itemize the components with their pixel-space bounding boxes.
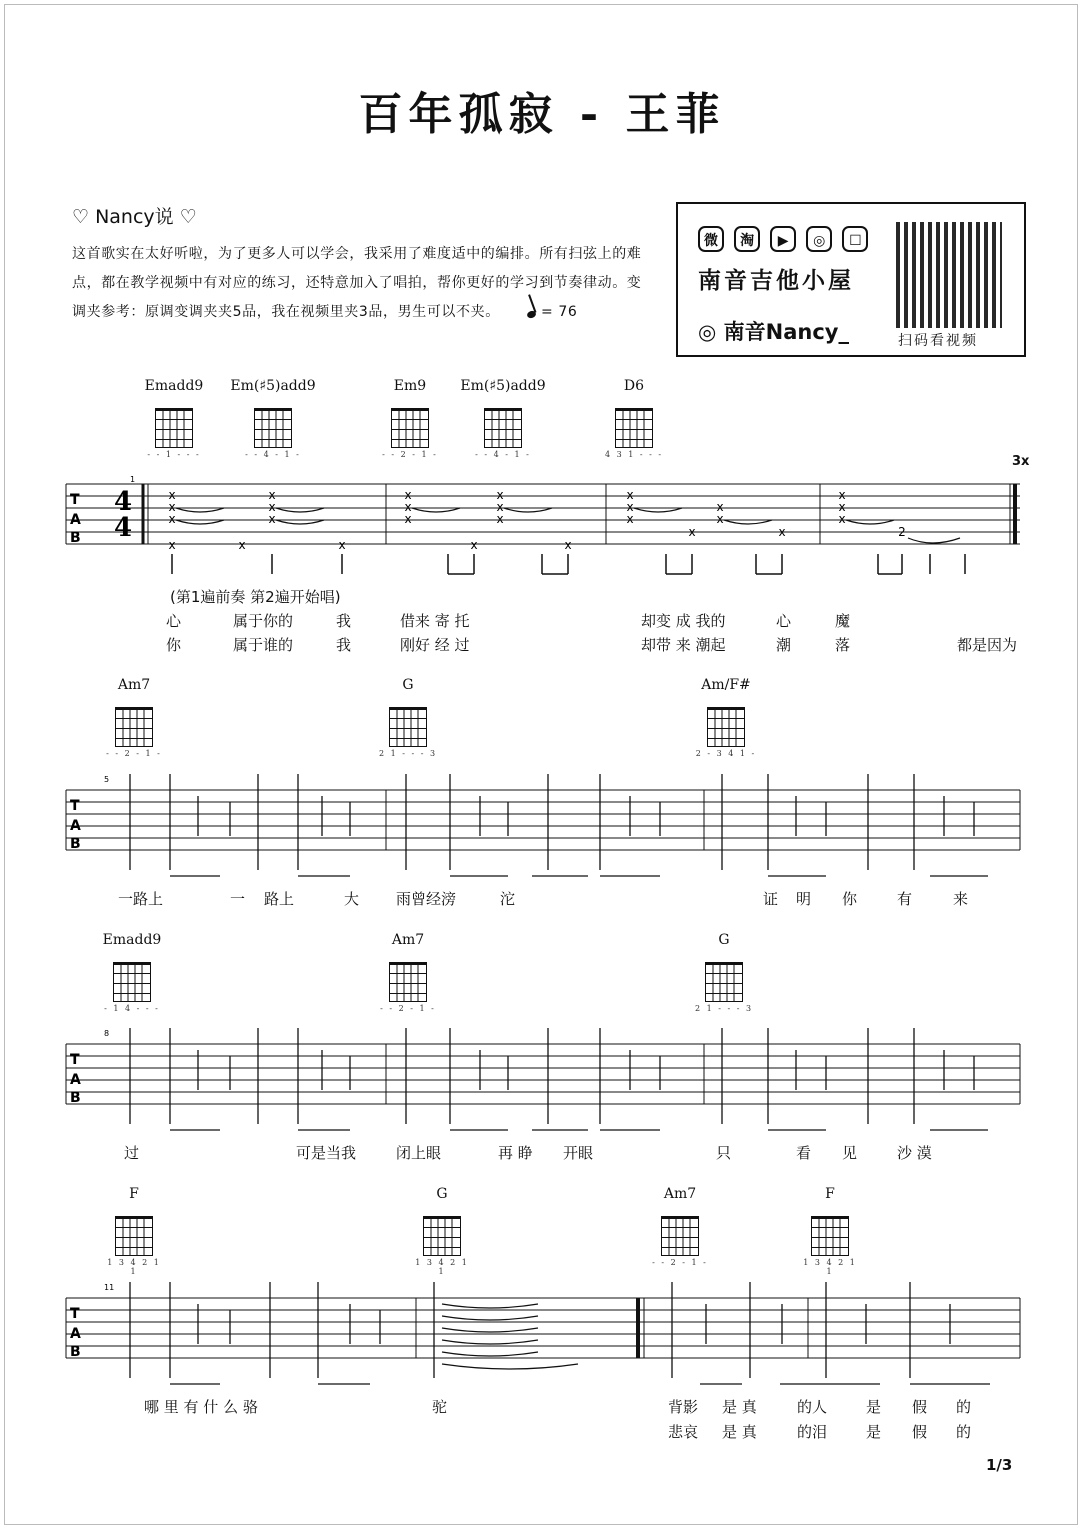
- chord-diagram: G 2 1 - - - 3: [694, 932, 754, 1013]
- lyric: 哪 里 有 什 么 骆: [144, 1398, 258, 1416]
- chord-diagram: Am7 - - 2 - 1 -: [106, 677, 162, 758]
- lyric: 的人: [797, 1398, 828, 1416]
- page-number: 1/3: [986, 1456, 1013, 1474]
- lyric: 悲哀: [668, 1423, 699, 1441]
- svg-text:x: x: [404, 512, 412, 526]
- svg-text:5: 5: [104, 775, 110, 784]
- chord-diagram: Am7 - - 2 - 1 -: [652, 1186, 708, 1267]
- lyric: 是: [866, 1423, 882, 1441]
- svg-text:x: x: [838, 488, 846, 502]
- chord-diagram: G 2 1 - - - 3: [378, 677, 438, 758]
- svg-text:x: x: [496, 488, 504, 502]
- svg-text:B: B: [70, 1090, 81, 1106]
- quarter-note-icon: [526, 310, 537, 320]
- svg-text:A: A: [70, 512, 81, 528]
- lyric: 我: [336, 612, 352, 630]
- svg-text:x: x: [838, 512, 846, 526]
- lyric: 闭上眼: [396, 1144, 442, 1162]
- weibo-handle[interactable]: [698, 316, 849, 346]
- lyric: 落: [835, 636, 851, 654]
- lyric: 沱: [500, 890, 516, 908]
- lyric: 心: [166, 612, 182, 630]
- tempo-marking: [527, 298, 577, 327]
- lyric: 过: [124, 1144, 140, 1162]
- svg-text:4: 4: [114, 487, 133, 517]
- lyric: 假: [912, 1398, 928, 1416]
- svg-text:x: x: [338, 538, 346, 552]
- lyric: 再 睁: [498, 1144, 533, 1162]
- lyric: 的: [956, 1398, 972, 1416]
- lyric: 却变 成 我的: [641, 612, 726, 630]
- tab-staff: [60, 1024, 1030, 1134]
- lyric: 雨曾经滂: [396, 890, 457, 908]
- repeat-count: 3x: [1012, 454, 1030, 469]
- taobao-icon[interactable]: 淘: [734, 226, 760, 252]
- svg-text:T: T: [70, 492, 80, 508]
- svg-text:A: A: [70, 1326, 81, 1342]
- svg-text:2: 2: [898, 525, 906, 539]
- lyric: 见: [842, 1144, 858, 1162]
- lyric: 可是当我: [296, 1144, 357, 1162]
- lyric: 是 真: [722, 1423, 757, 1441]
- lyric: 你: [842, 890, 858, 908]
- svg-text:T: T: [70, 1306, 80, 1322]
- lyric: 一: [230, 890, 246, 908]
- intro-paragraph: [72, 240, 647, 327]
- svg-text:x: x: [838, 500, 846, 514]
- svg-text:x: x: [716, 500, 724, 514]
- lyric: 开眼: [563, 1144, 594, 1162]
- lyric: 有: [897, 890, 913, 908]
- tab-staff: [60, 1278, 1030, 1388]
- lyric: 假: [912, 1423, 928, 1441]
- lyric: 背影: [668, 1398, 699, 1416]
- brand-box: [676, 202, 1026, 357]
- svg-text:4: 4: [114, 513, 133, 543]
- chord-diagram: D6 4 3 1 - - -: [604, 378, 664, 459]
- svg-text:T: T: [70, 798, 80, 814]
- lyric: 刚好 经 过: [400, 636, 470, 654]
- lyric: 潮: [776, 636, 792, 654]
- svg-text:x: x: [716, 512, 724, 526]
- lyric: 魔: [835, 612, 851, 630]
- svg-text:x: x: [626, 488, 634, 502]
- svg-text:T: T: [70, 1052, 80, 1068]
- lyric: 心: [776, 612, 792, 630]
- svg-text:B: B: [70, 836, 81, 852]
- chord-diagram: Am/F# 2 - 3 4 1 -: [695, 677, 757, 758]
- lyric: 一路上: [118, 890, 164, 908]
- svg-text:x: x: [496, 500, 504, 514]
- chord-diagram: Emadd9 - - 1 - - -: [144, 378, 204, 459]
- lyric-annotation: (第1遍前奏 第2遍开始唱): [170, 588, 341, 606]
- svg-text:B: B: [70, 530, 81, 546]
- play-icon[interactable]: ▶: [770, 226, 796, 252]
- chord-diagram: F 1 3 4 2 1 1: [803, 1186, 857, 1276]
- svg-text:A: A: [70, 818, 81, 834]
- lyric: 却带 来 潮起: [641, 636, 726, 654]
- svg-text:x: x: [168, 512, 176, 526]
- svg-text:x: x: [168, 500, 176, 514]
- lyric: 来: [953, 890, 969, 908]
- chord-diagram: Em9 - - 2 - 1 -: [382, 378, 438, 459]
- svg-text:x: x: [778, 525, 786, 539]
- social-icons: [698, 226, 873, 252]
- svg-text:x: x: [404, 488, 412, 502]
- weibo-icon: ◎: [698, 320, 717, 344]
- svg-text:B: B: [70, 1344, 81, 1360]
- lyric: 证: [763, 890, 779, 908]
- svg-text:11: 11: [104, 1283, 115, 1292]
- lyric: 看: [796, 1144, 812, 1162]
- svg-text:x: x: [238, 538, 246, 552]
- qr-label: 扫码看视频: [898, 333, 978, 349]
- svg-text:1: 1: [130, 475, 136, 484]
- lyric: 驼: [432, 1398, 448, 1416]
- chord-diagram: Emadd9 - 1 4 - - -: [102, 932, 162, 1013]
- svg-text:x: x: [626, 512, 634, 526]
- lyric: 大: [344, 890, 360, 908]
- chord-diagram: F 1 3 4 2 1 1: [107, 1186, 161, 1276]
- lyric: 你: [166, 636, 182, 654]
- lyric: 路上: [264, 890, 295, 908]
- lyric: 明: [796, 890, 812, 908]
- lyric: 沙 漠: [897, 1144, 932, 1162]
- lyric: 我: [336, 636, 352, 654]
- svg-text:x: x: [470, 538, 478, 552]
- qr-code[interactable]: [896, 222, 1002, 328]
- intro-heading: ♡ Nancy说 ♡: [72, 206, 197, 228]
- tab-staff: [60, 770, 1030, 880]
- chord-diagram: Am7 - - 2 - 1 -: [380, 932, 436, 1013]
- song-title: 百年孤寂 - 王菲: [358, 89, 726, 140]
- tab-staff: [60, 470, 1030, 580]
- lyric: 的泪: [797, 1423, 828, 1441]
- svg-text:x: x: [496, 512, 504, 526]
- chord-diagram: Em(♯5)add9 - - 4 - 1 -: [460, 378, 546, 459]
- svg-text:8: 8: [104, 1029, 110, 1038]
- weibo-text: 南音Nancy_: [723, 320, 849, 344]
- tempo-value: = 76: [540, 304, 578, 320]
- lyric: 的: [956, 1423, 972, 1441]
- lyric: 属于谁的: [233, 636, 294, 654]
- netease-icon[interactable]: ◎: [806, 226, 832, 252]
- svg-text:x: x: [688, 525, 696, 539]
- svg-text:x: x: [626, 500, 634, 514]
- lyric: 都是因为: [957, 636, 1018, 654]
- wechat-icon[interactable]: 微: [698, 226, 724, 252]
- chord-diagram: Em(♯5)add9 - - 4 - 1 -: [230, 378, 316, 459]
- svg-text:x: x: [268, 500, 276, 514]
- svg-text:A: A: [70, 1072, 81, 1088]
- svg-text:x: x: [564, 538, 572, 552]
- lyric: 是 真: [722, 1398, 757, 1416]
- chord-diagram: G 1 3 4 2 1 1: [415, 1186, 469, 1276]
- svg-text:x: x: [168, 538, 176, 552]
- svg-text:x: x: [168, 488, 176, 502]
- intro-text: 这首歌实在太好听啦，为了更多人可以学会，我采用了难度适中的编排。所有扫弦上的难点，都在教学视频中有对应的练习，还特意加入了唱拍，帮你更好的学习到节奏律动。变调夹参考：原调变调夹夹5品，我在视频里夹3品，男生可以不夹。: [72, 246, 642, 320]
- svg-text:x: x: [404, 500, 412, 514]
- svg-text:x: x: [268, 488, 276, 502]
- lyric: 只: [716, 1144, 732, 1162]
- lyric: 借来 寄 托: [400, 612, 470, 630]
- lyric: 是: [866, 1398, 882, 1416]
- svg-text:x: x: [268, 512, 276, 526]
- bilibili-icon[interactable]: ☐: [842, 226, 868, 252]
- brand-name: 南音吉他小屋: [698, 268, 854, 294]
- lyric: 属于你的: [233, 612, 294, 630]
